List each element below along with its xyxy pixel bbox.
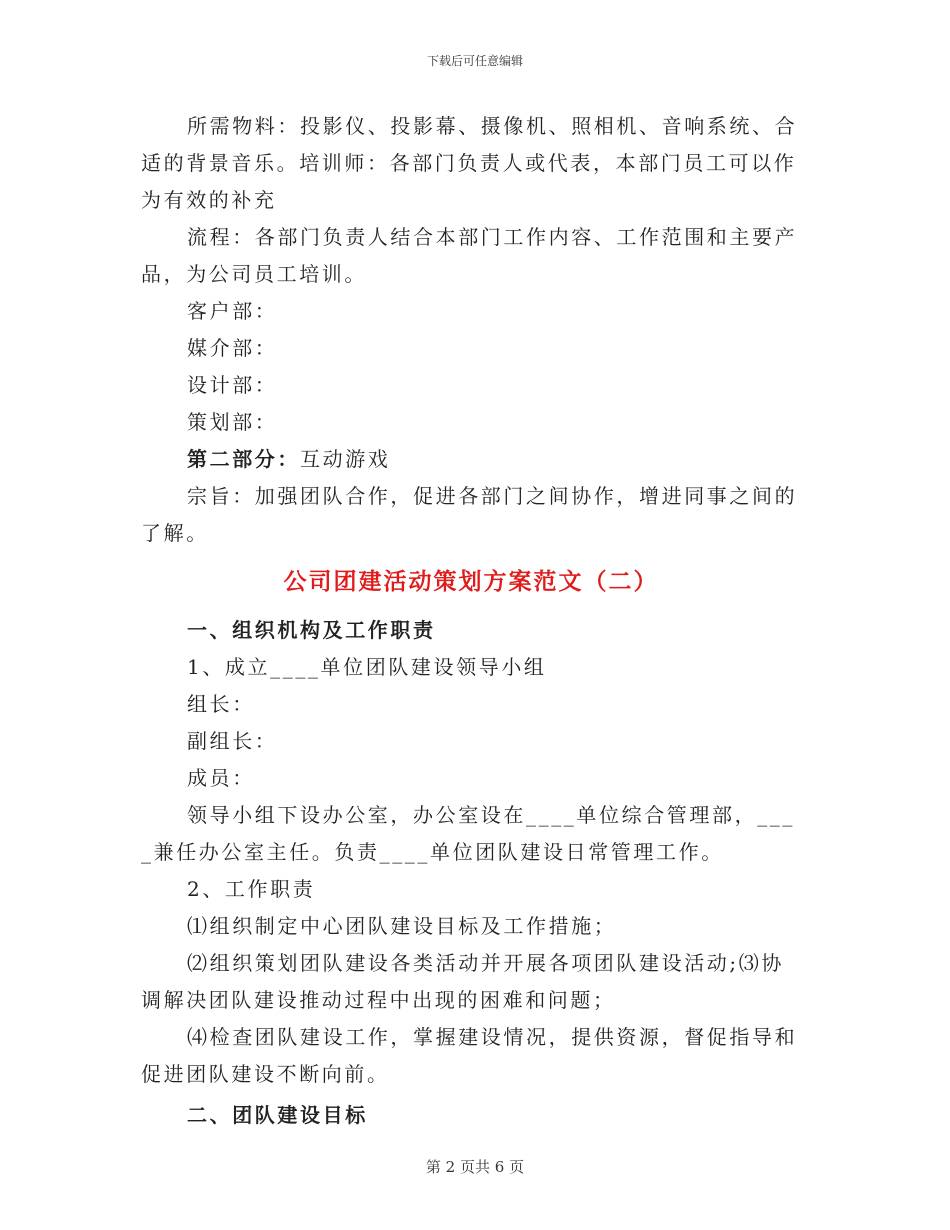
process-paragraph: 流程：各部门负责人结合本部门工作内容、工作范围和主要产品，为公司员工培训。 [141,225,798,286]
materials-paragraph: 所需物料：投影仪、投影幕、摄像机、照相机、音响系统、合适的背景音乐。培训师：各部门负责人或代表，本部门员工可以作为有效的补充 [141,114,798,212]
item1-paragraph: 1、成立____单位团队建设领导小组 [187,655,547,679]
duty2-paragraph: ⑵组织策划团队建设各类活动并开展各项团队建设活动;⑶协调解决团队建设推动过程中出现的困难和问题； [141,951,784,1012]
item2-paragraph: 2、工作职责 [187,877,316,901]
duty4-paragraph: ⑷检查团队建设工作，掌握建设情况，提供资源，督促指导和促进团队建设不断向前。 [141,1025,798,1086]
office-paragraph: 领导小组下设办公室，办公室设在____单位综合管理部，____兼任办公室主任。负责____单位团队建设日常管理工作。 [141,803,795,864]
page-footer: 第 2 页共 6 页 [425,1158,525,1176]
dept-design: 设计部： [187,373,278,397]
part2-label: 第二部分： [187,447,300,471]
document-title: 公司团建活动策划方案范文（二） [283,568,659,595]
purpose-paragraph: 宗旨：加强团队合作，促进各部门之间协作，增进同事之间的了解。 [141,484,798,545]
leader-line: 组长： [187,692,255,716]
dept-customer: 客户部： [187,299,278,323]
section1-heading: 一、组织机构及工作职责 [187,618,436,642]
members-line: 成员： [187,766,255,790]
duty1-paragraph: ⑴组织制定中心团队建设目标及工作措施； [187,914,617,938]
part2-paragraph [141,441,801,478]
dept-planning: 策划部： [187,410,278,434]
part2-text: 互动游戏 [300,447,391,471]
section2-heading: 二、团队建设目标 [187,1103,368,1127]
page-header: 下载后可任意编辑 [426,54,523,68]
document-body [141,108,801,1134]
vice-leader-line: 副组长： [187,729,278,753]
dept-media: 媒介部： [187,336,278,360]
